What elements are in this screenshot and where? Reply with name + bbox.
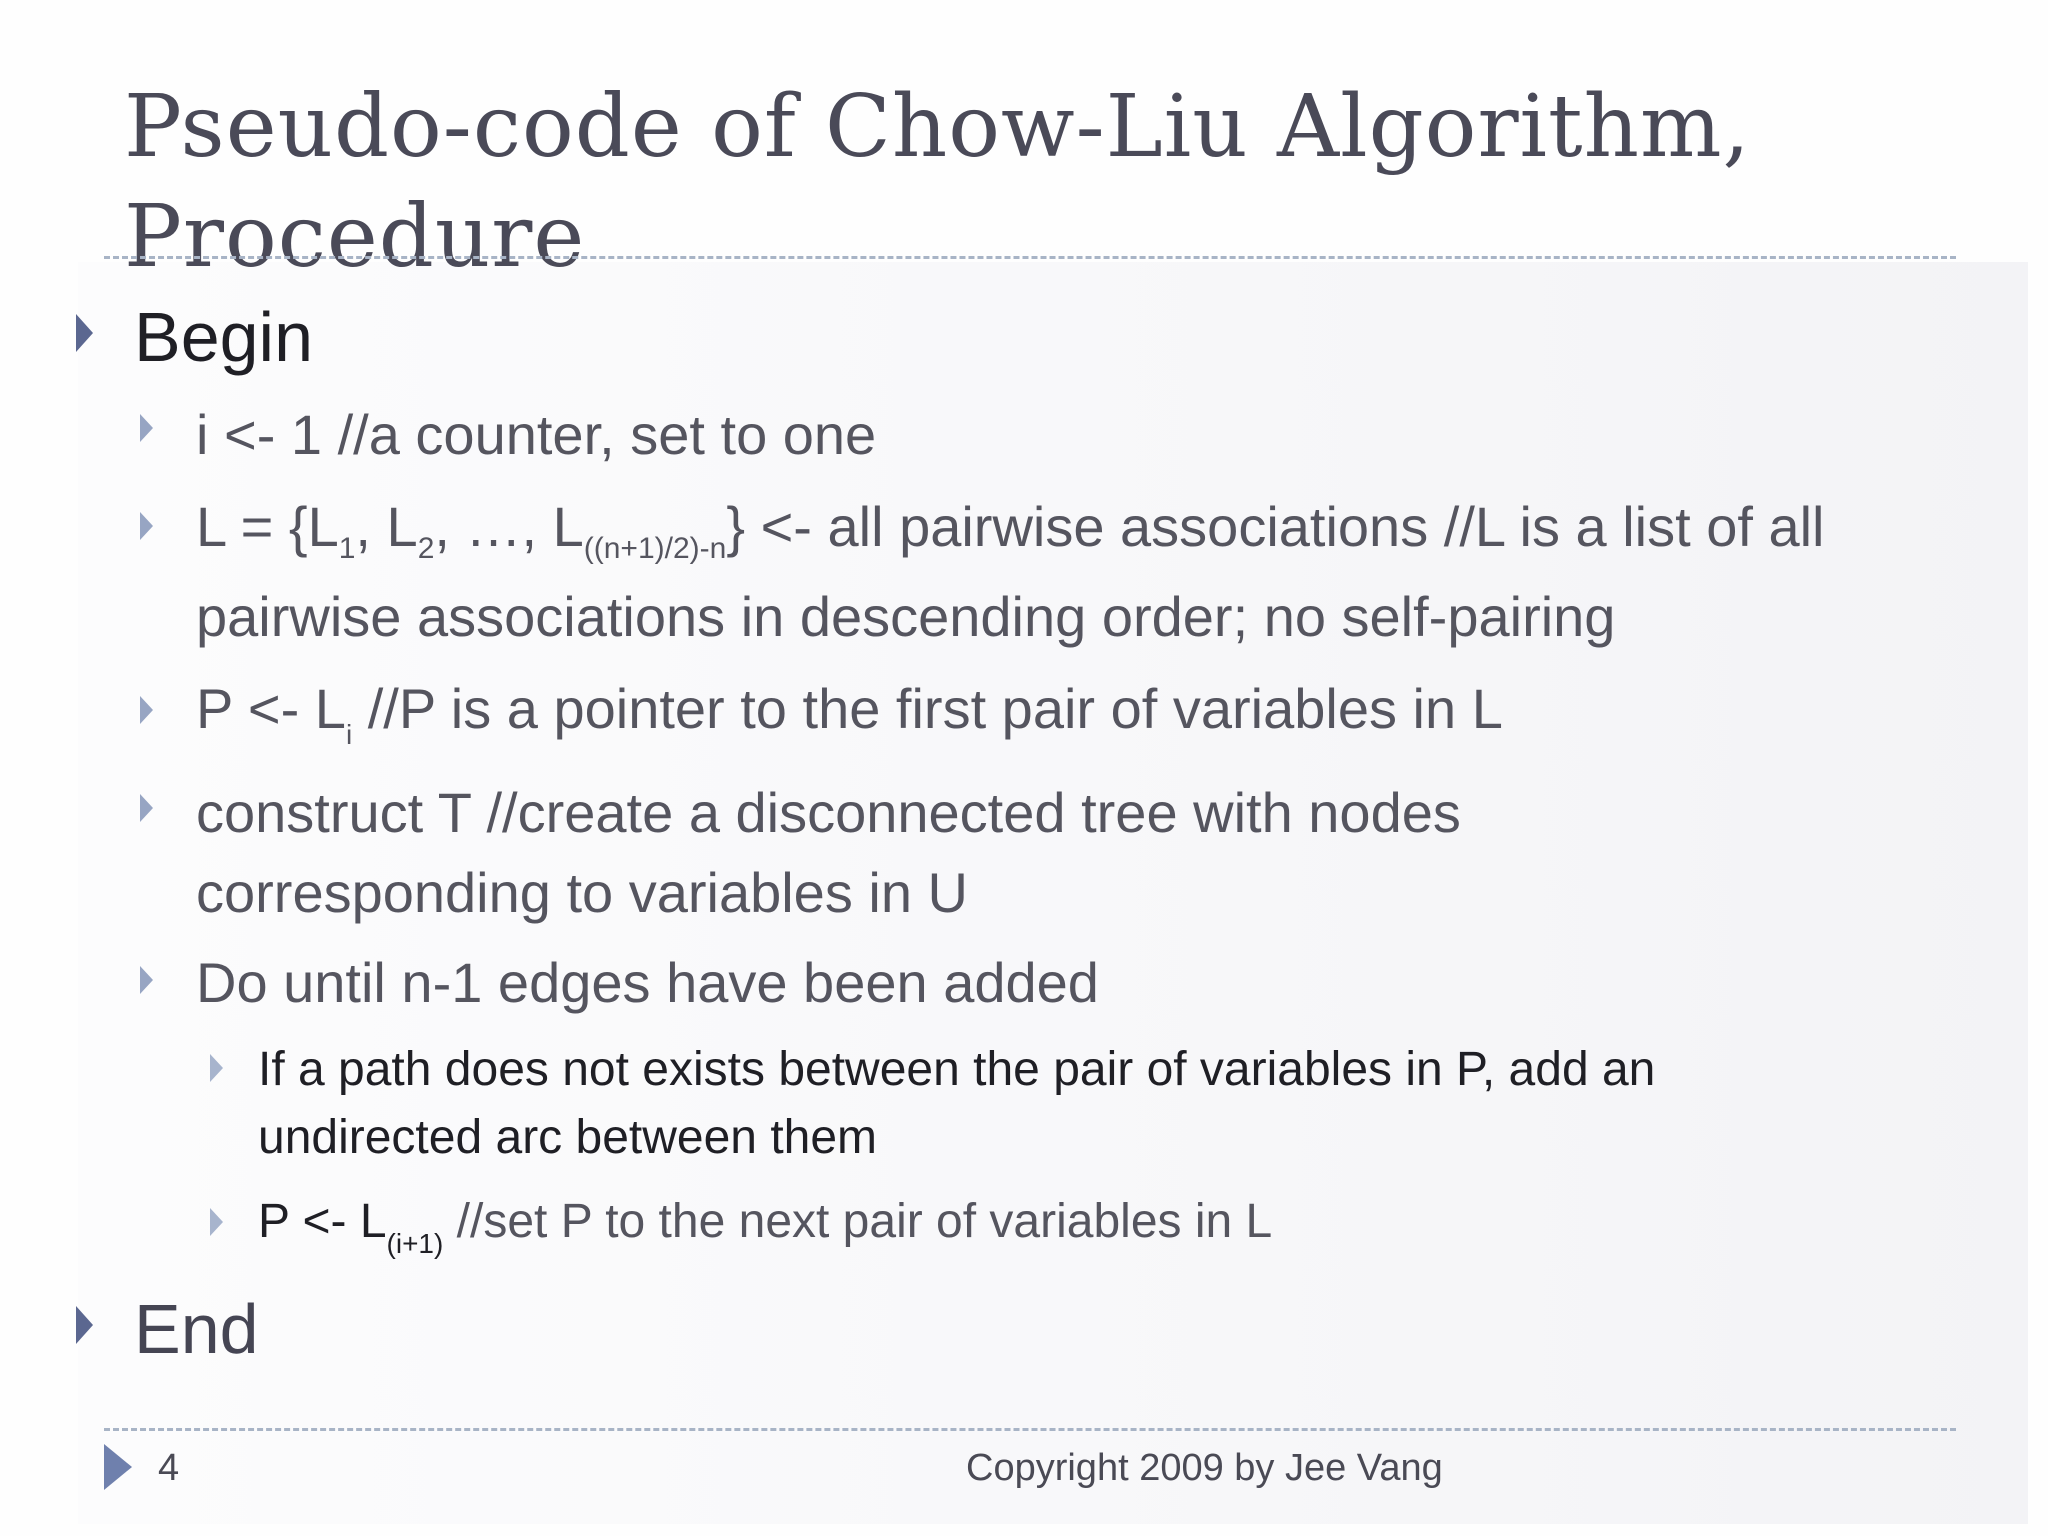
- step-construct-tree-cont: corresponding to variables in U: [196, 861, 968, 924]
- page-number: 4: [158, 1447, 180, 1489]
- end-label: End: [134, 1290, 259, 1368]
- title-line-1: Pseudo-code of Chow-Liu Algorithm,: [124, 77, 1751, 177]
- substep-add-arc: If a path does not exists between the pair of variables in P, add an: [258, 1043, 1656, 1096]
- begin-label: Begin: [134, 298, 314, 376]
- bullet-arrow-icon: [210, 1054, 223, 1082]
- step-do-until: Do until n-1 edges have been added: [196, 951, 1099, 1014]
- bullet-arrow-icon: [76, 1306, 93, 1344]
- bullet-arrow-icon: [210, 1208, 223, 1236]
- title-line-2: Procedure: [124, 187, 586, 287]
- slide-title: [124, 72, 1944, 292]
- bullet-arrow-icon: [140, 794, 153, 822]
- footer-arrow-icon: [104, 1444, 132, 1490]
- bullet-arrow-icon: [140, 414, 153, 442]
- step-counter: i <- 1 //a counter, set to one: [196, 403, 877, 466]
- step-list-definition-cont: pairwise associations in descending order; no self-pairing: [196, 585, 1616, 648]
- footer-divider: [104, 1428, 1956, 1431]
- step-construct-tree: construct T //create a disconnected tree with nodes: [196, 781, 1461, 844]
- copyright-text: Copyright 2009 by Jee Vang: [966, 1447, 1443, 1489]
- substep-next-pair: $P <- L_{(i+1)}$ //set P to the next pair of variables in L: [258, 1195, 1273, 1259]
- step-pointer: $P <- L_i$ //P is a pointer to the first pair of variables in L: [196, 677, 1503, 750]
- title-divider: [104, 256, 1956, 259]
- bullet-arrow-icon: [140, 966, 153, 994]
- substep-add-arc-cont: undirected arc between them: [258, 1111, 878, 1164]
- bullet-arrow-icon: [140, 696, 153, 724]
- bullet-arrow-icon: [140, 512, 153, 540]
- step-list-definition: $L = \{L_1$, $L_2$, …, $L_{((n+1)/2)-n}$} <- all pairwise associations //L is a list of all: [196, 495, 1825, 565]
- bullet-arrow-icon: [76, 314, 93, 352]
